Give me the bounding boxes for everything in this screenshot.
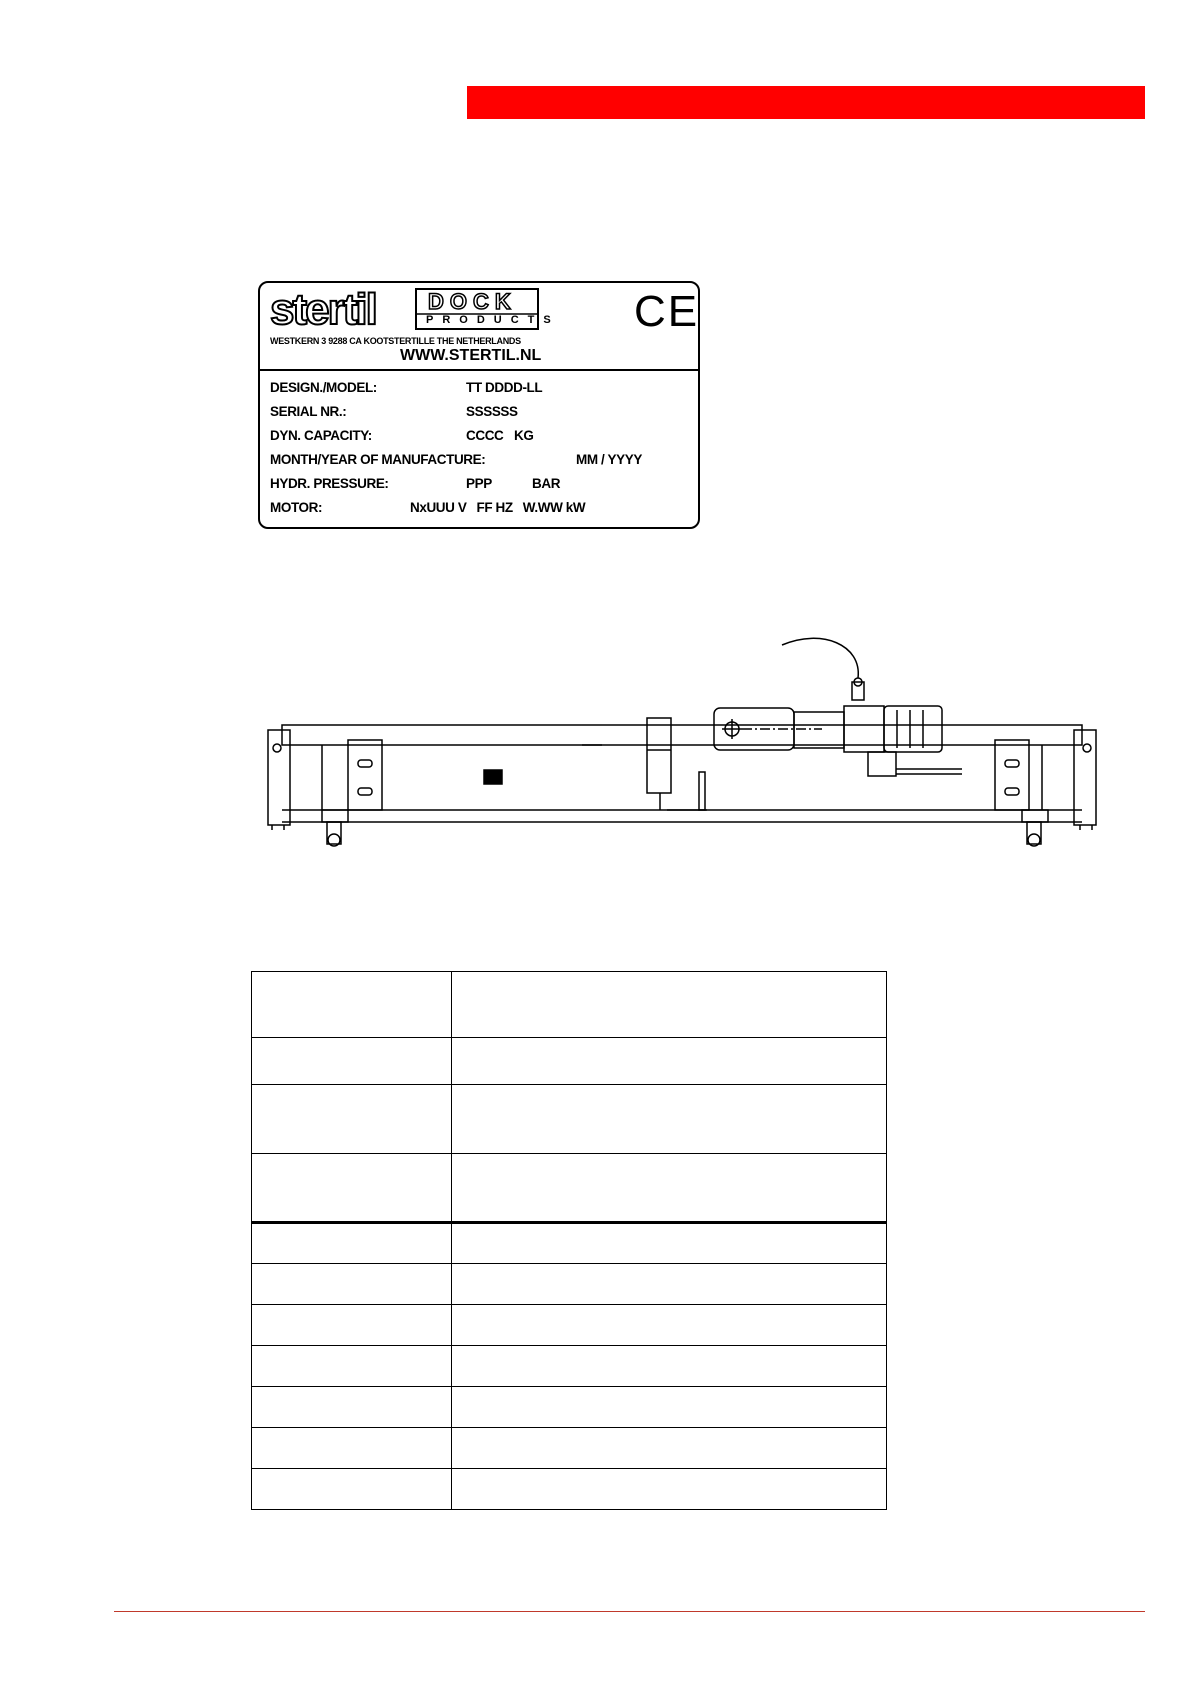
plate-unit-capacity: KG — [514, 428, 534, 443]
table-row — [252, 1264, 887, 1305]
table-cell — [452, 1305, 887, 1346]
center-holder — [647, 718, 671, 793]
table-row — [252, 1428, 887, 1469]
plate-label-serial: SERIAL NR.: — [270, 404, 347, 419]
table-row — [252, 1038, 887, 1085]
plate-value-motor: NxUUU V FF HZ W.WW kW — [410, 500, 586, 515]
table-cell — [252, 1264, 452, 1305]
right-castor — [1027, 822, 1041, 844]
plate-label-manufacture: MONTH/YEAR OF MANUFACTURE: — [270, 452, 486, 467]
table-row — [252, 1154, 887, 1223]
table-row — [252, 1085, 887, 1154]
table-cell — [452, 1085, 887, 1154]
table-cell — [452, 1428, 887, 1469]
plate-unit-pressure: BAR — [532, 476, 561, 491]
table-cell — [252, 1428, 452, 1469]
table-cell — [452, 1154, 887, 1223]
table-row — [252, 972, 887, 1038]
top-rail — [282, 725, 1082, 745]
plate-label-capacity: DYN. CAPACITY: — [270, 428, 372, 443]
table-cell — [252, 1469, 452, 1510]
plate-value-model: TT DDDD-LL — [466, 380, 543, 395]
table-cell — [452, 1223, 887, 1264]
table-cell — [452, 1038, 887, 1085]
table-cell — [252, 972, 452, 1038]
plate-label-motor: MOTOR: — [270, 500, 323, 515]
left-castor — [327, 822, 341, 844]
table-row — [252, 1469, 887, 1510]
table-row — [252, 1305, 887, 1346]
brand-box-bottom: PRODUCTS — [426, 314, 560, 326]
table-cell — [252, 1085, 452, 1154]
table-cell — [252, 1223, 452, 1264]
website: WWW.STERTIL.NL — [400, 347, 542, 364]
type-plate — [258, 281, 700, 529]
left-bracket — [348, 740, 382, 810]
coupling — [868, 752, 896, 776]
power-cable — [782, 638, 858, 678]
plate-value-pressure: PPP — [466, 476, 492, 491]
brand-logo: stertil — [270, 285, 376, 334]
spec-table — [251, 971, 887, 1510]
footer-rule — [114, 1611, 1145, 1612]
table-row — [252, 1223, 887, 1264]
unit-drawing — [262, 630, 1114, 862]
address: WESTKERN 3 9288 CA KOOTSTERTILLE THE NETHERLANDS — [270, 336, 521, 346]
right-bracket — [995, 740, 1029, 810]
plate-value-manufacture: MM / YYYY — [576, 452, 642, 467]
table-row — [252, 1387, 887, 1428]
table-cell — [252, 1346, 452, 1387]
table-cell — [252, 1038, 452, 1085]
table-cell — [452, 1264, 887, 1305]
plate-value-capacity: CCCC — [466, 428, 504, 443]
table-cell — [452, 972, 887, 1038]
table-cell — [452, 1346, 887, 1387]
table-cell — [452, 1469, 887, 1510]
ce-mark-icon: CE — [634, 287, 700, 336]
table-cell — [452, 1387, 887, 1428]
bolt-icon — [1083, 744, 1091, 752]
brand-box-top: DOCK — [428, 289, 517, 314]
plate-label-pressure: HYDR. PRESSURE: — [270, 476, 389, 491]
plate-label-model: DESIGN./MODEL: — [270, 380, 377, 395]
table-cell — [252, 1305, 452, 1346]
header-red-bar — [467, 86, 1145, 119]
table-cell — [252, 1387, 452, 1428]
table-row — [252, 1346, 887, 1387]
table-cell — [252, 1154, 452, 1223]
plate-value-serial: SSSSSS — [466, 404, 518, 419]
bolt-icon — [273, 744, 281, 752]
